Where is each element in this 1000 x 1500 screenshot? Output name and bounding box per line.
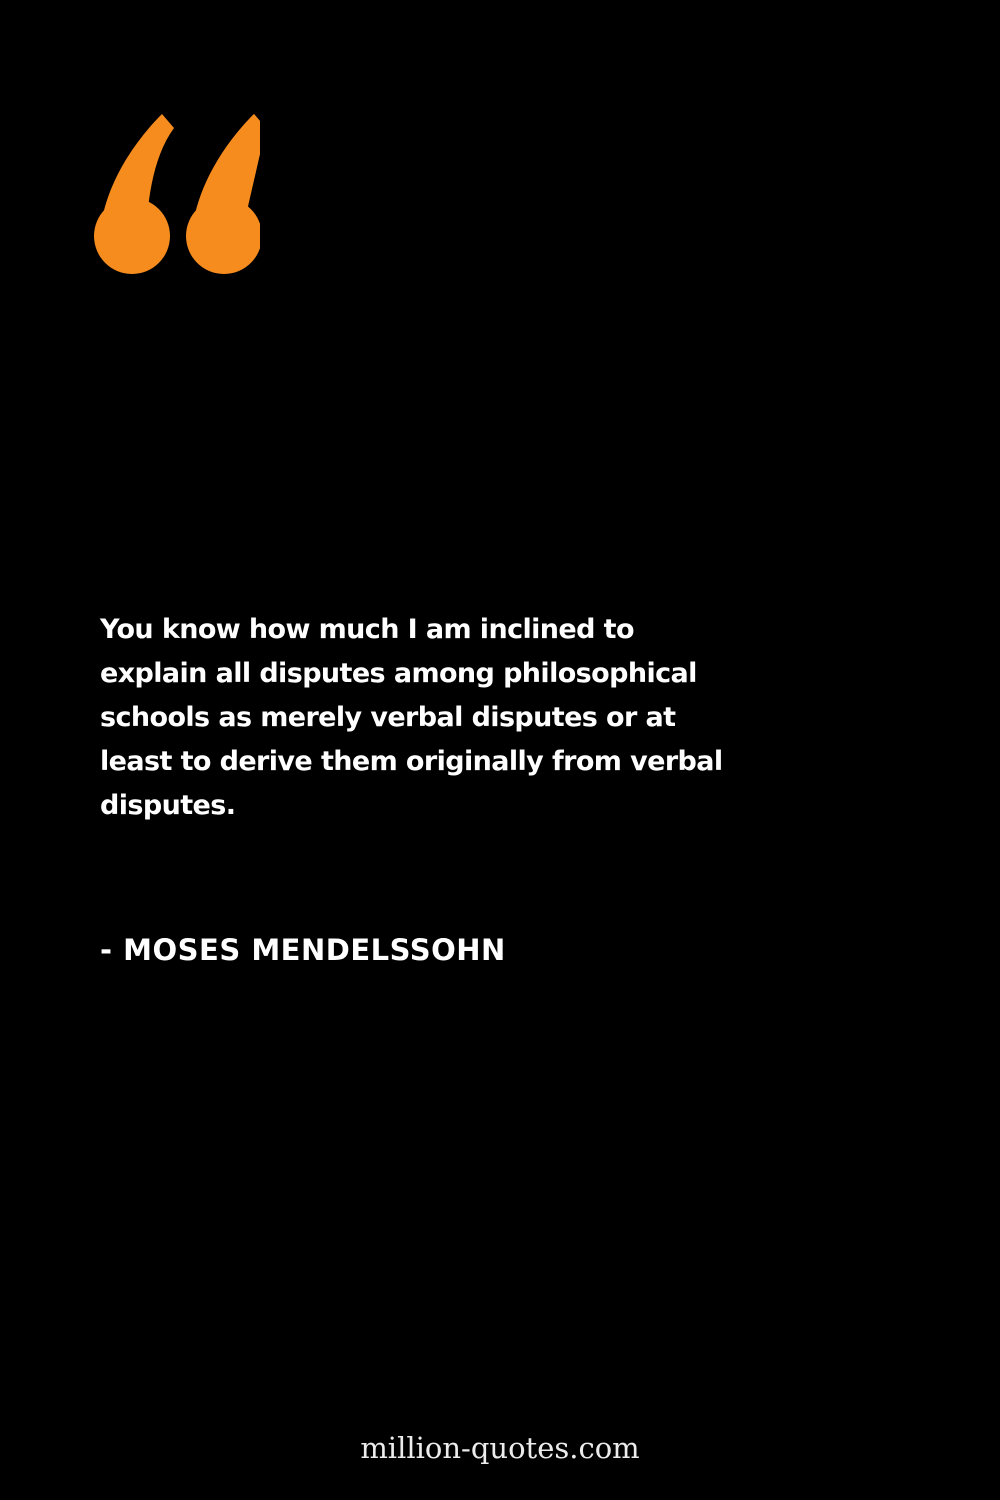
site-watermark: million-quotes.com — [360, 1431, 640, 1465]
quote-line: disputes. — [100, 790, 236, 821]
quote-line: schools as merely verbal disputes or at — [100, 702, 676, 733]
quote-line: least to derive them originally from verbal — [100, 746, 723, 777]
open-quote-glyph — [94, 114, 260, 274]
quote-line: You know how much I am inclined to — [100, 614, 634, 645]
quote-text — [100, 608, 800, 828]
open-quote-icon — [88, 110, 260, 278]
quote-author: - MOSES MENDELSSOHN — [100, 933, 506, 967]
quote-line: explain all disputes among philosophical — [100, 658, 697, 689]
